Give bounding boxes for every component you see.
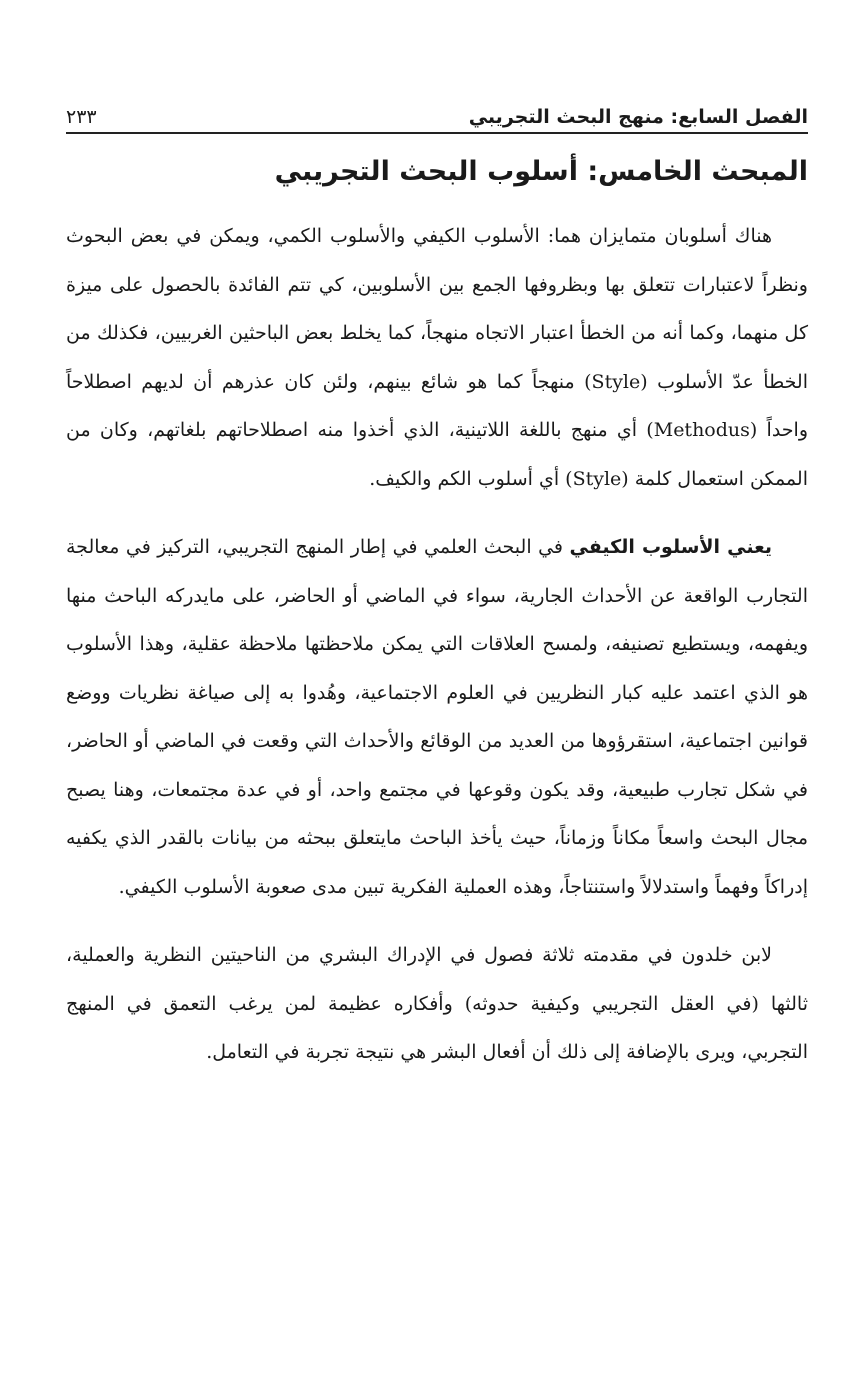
- paragraph-intro: هناك أسلوبان متمايزان هما: الأسلوب الكيفي والأسلوب الكمي، ويمكن في بعض البحوث ونظراً لاعتبارات تتعلق بها وبظروفها الجمع بين الأسلوبين، كي تتم الفائدة بالحصول على ميزة كل منهما، وكما أنه من الخطأ اعتبار الاتجاه منهجاً، كما يخلط بعض الباحثين الغربيين، فكذلك من الخطأ عدّ الأسلوب (Style) منهجاً كما هو شائع بينهم، ولئن كان عذرهم أن لديهم اصطلاحاً واحداً (Methodus) أي منهج باللغة اللاتينية، الذي أخذوا منه اصطلاحاتهم بلغاتهم، وكان من الممكن استعمال كلمة (Style) أي أسلوب الكم والكيف.: [66, 225, 809, 490]
- qualitative-method-term: يعني الأسلوب الكيفي: [569, 536, 772, 558]
- section-heading: المبحث الخامس: أسلوب البحث التجريبي: [274, 156, 808, 187]
- paragraph-qualitative-method: [66, 523, 808, 911]
- paragraph-ibn-khaldun: لابن خلدون في مقدمته ثلاثة فصول في الإدراك البشري من الناحيتين النظرية والعملية، ثالثها (في العقل التجريبي وكيفية حدوثه) وأفكاره عظيمة لمن يرغب التعمق في المنهج التجربي، ويرى بالإضافة إلى ذلك أن أفعال البشر هي نتيجة تجربة في التعامل.: [66, 944, 808, 1063]
- body-text: [66, 212, 808, 1097]
- running-header: [66, 96, 808, 134]
- chapter-title: الفصل السابع: منهج البحث التجريبي: [468, 106, 808, 128]
- qualitative-method-text: في البحث العلمي في إطار المنهج التجريبي، التركيز في معالجة التجارب الواقعة عن الأحداث الجارية، سواء في الماضي أو الحاضر، على مايدركه الباحث منها ويفهمه، ويستطيع تصنيفه، ولمسح العلاقات التي يمكن ملاحظتها ملاحظة عقلية، وهذا الأسلوب هو الذي اعتمد عليه كبار النظريين في العلوم الاجتماعية، وهُدوا به إلى صياغة نظريات ووضع قوانين اجتماعية، استقرؤوها من العديد من الوقائع والأحداث التي وقعت في الماضي أو الحاضر، في شكل تجارب طبيعية، وقد يكون وقوعها في مجتمع واحد، أو في عدة مجتمعات، وهنا يصبح مجال البحث واسعاً مكاناً وزماناً، حيث يأخذ الباحث مايتعلق ببحثه من بيانات بالقدر الذي يكفيه إدراكاً وفهماً واستدلالاً واستنتاجاً، وهذه العملية الفكرية تبين مدى صعوبة الأسلوب الكيفي.: [66, 536, 808, 898]
- page-number: ٢٣٣: [66, 106, 97, 128]
